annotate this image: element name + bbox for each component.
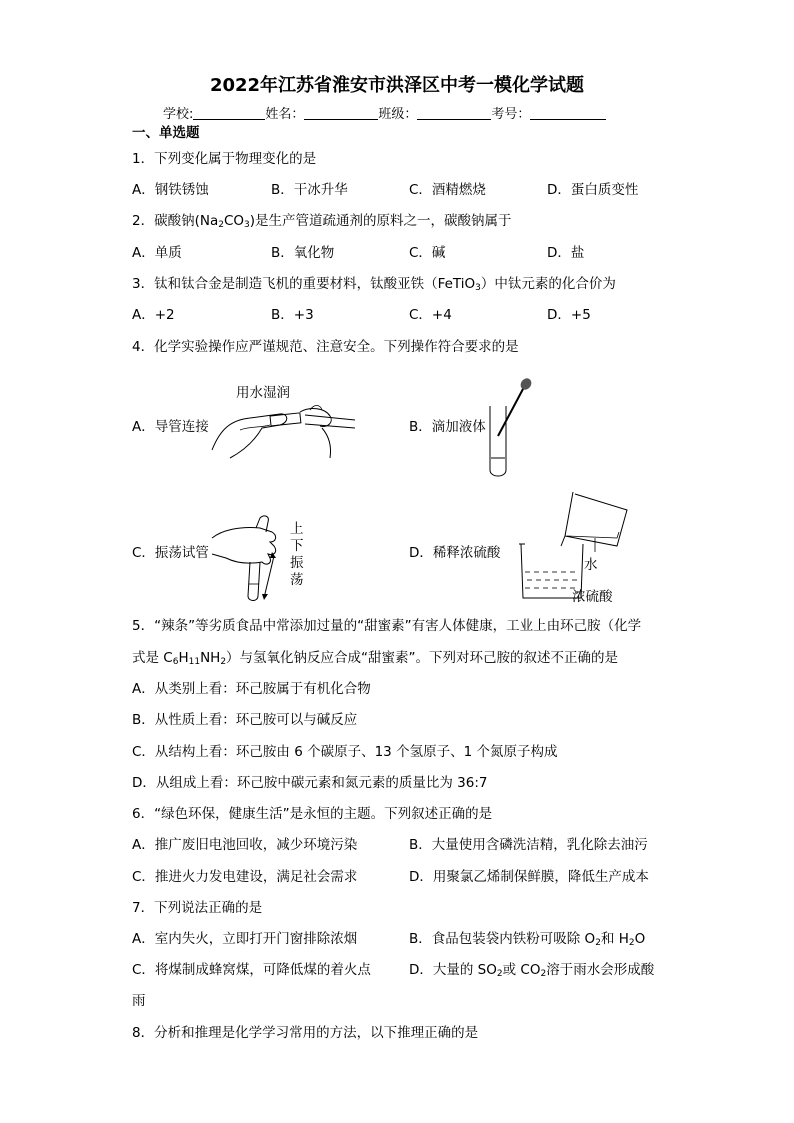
q7-sub: 2	[595, 938, 601, 948]
q5-stem-text: 式是 C	[132, 650, 173, 666]
q1-option-a: A．钢铁锈蚀	[132, 182, 209, 198]
q7-sub: 2	[540, 969, 547, 979]
name-label: 姓名：	[265, 107, 305, 122]
q7-d-text: 或 CO	[502, 962, 541, 978]
q2-stem-post: )是生产管道疏通剂的原料之一，碳酸钠属于	[249, 213, 512, 229]
q7-sub: 2	[496, 969, 503, 979]
q7-d-text: D．大量的 SO	[409, 962, 497, 978]
q2-stem	[132, 212, 512, 230]
q4-c-note	[290, 521, 306, 589]
exam-no-label: 考号：	[491, 107, 531, 122]
q1-option-d: D．蛋白质变性	[547, 182, 639, 198]
q4-c-note-char: 振	[290, 555, 304, 571]
q2-stem-mid: CO	[223, 213, 245, 229]
q4-c-note-char: 上	[290, 521, 304, 537]
q4-c-note-char: 下	[290, 538, 304, 554]
dropper-figure	[480, 376, 540, 480]
q5-stem-text: H	[178, 650, 189, 666]
q7-stem: 7．下列说法正确的是	[132, 900, 263, 916]
q7-b-text: B．食品包装袋内铁粉可吸除 O	[409, 931, 596, 947]
q5-stem-line1: 5．“辣条”等劣质食品中常添加过量的“甜蜜素”有害人体健康，工业上由环己胺（化学	[132, 618, 642, 634]
q2-option-a: A．单质	[132, 245, 182, 261]
q3-sub: 3	[475, 283, 481, 293]
q4-d-water-label: 水	[584, 557, 598, 573]
q4-option-c: C．振荡试管	[132, 545, 209, 561]
q7-option-d-continued: 雨	[132, 993, 146, 1009]
q5-option-d: D．从组成上看：环己胺中碳元素和氮元素的质量比为 36:7	[132, 775, 488, 791]
q5-option-b: B．从性质上看：环己胺可以与碱反应	[132, 712, 358, 728]
school-blank[interactable]	[193, 106, 265, 120]
q7-option-d	[409, 961, 654, 979]
q5-stem-line2	[132, 649, 618, 667]
q7-option-b	[409, 930, 645, 948]
q3-stem-pre: 3．钛和钛合金是制造飞机的重要材料，钛酸亚铁（FeTiO	[132, 276, 476, 292]
q2-option-c: C．碱	[409, 245, 446, 261]
q5-stem-text: ）与氢氧化钠反应合成“甜蜜素”。下列对环己胺的叙述不正确的是	[226, 650, 619, 666]
q7-option-c: C．将煤制成蜂窝煤，可降低煤的着火点	[132, 962, 371, 978]
q4-option-b: B．滴加液体	[409, 419, 486, 435]
q4-option-d: D．稀释浓硫酸	[409, 545, 501, 561]
q2-sub: 2	[218, 220, 224, 230]
q1-option-b: B．干冰升华	[271, 182, 348, 198]
q5-sub: 11	[188, 657, 201, 667]
q3-option-d: D．+5	[547, 307, 591, 323]
name-blank[interactable]	[304, 106, 378, 120]
q4-d-acid-label: 浓硫酸	[572, 589, 613, 605]
q4-option-a: A．导管连接	[132, 419, 209, 435]
q5-option-c: C．从结构上看：环己胺由 6 个碳原子、13 个氢原子、1 个氮原子构成	[132, 744, 558, 760]
q2-stem-pre: 2．碳酸钠(Na	[132, 213, 219, 229]
q6-option-c: C．推进火力发电建设，满足社会需求	[132, 869, 358, 885]
q4-a-note: 用水湿润	[236, 385, 290, 401]
q3-stem	[132, 275, 616, 293]
q5-option-a: A．从类别上看：环己胺属于有机化合物	[132, 681, 371, 697]
q5-stem-text: NH	[200, 650, 221, 666]
class-label: 班级：	[378, 107, 418, 122]
q2-option-b: B．氧化物	[271, 245, 335, 261]
q1-option-c: C．酒精燃烧	[409, 182, 486, 198]
q7-b-text: O	[634, 931, 646, 947]
q5-sub: 6	[172, 657, 179, 667]
q1-stem: 1．下列变化属于物理变化的是	[132, 151, 317, 167]
student-info-line	[163, 103, 606, 122]
section-heading: 一、单选题	[132, 125, 200, 141]
q6-option-b: B．大量使用含磷洗洁精，乳化除去油污	[409, 837, 648, 853]
q6-option-a: A．推广废旧电池回收，减少环境污染	[132, 837, 358, 853]
q4-c-note-char: 荡	[290, 572, 304, 588]
q7-option-a: A．室内失火，立即打开门窗排除浓烟	[132, 931, 358, 947]
q7-sub: 2	[628, 938, 635, 948]
tube-connection-figure	[210, 400, 360, 460]
q3-stem-post: ）中钛元素的化合价为	[480, 276, 616, 292]
school-label: 学校:	[163, 107, 194, 122]
q6-stem: 6．“绿色环保，健康生活”是永恒的主题。下列叙述正确的是	[132, 806, 493, 822]
q2-sub: 3	[244, 220, 250, 230]
exam-no-blank[interactable]	[530, 106, 606, 120]
q3-option-a: A．+2	[132, 307, 175, 323]
q3-option-b: B．+3	[271, 307, 314, 323]
q7-d-text: 溶于雨水会形成酸	[546, 962, 655, 978]
q7-b-text: 和 H	[600, 931, 629, 947]
q4-stem: 4．化学实验操作应严谨规范、注意安全。下列操作符合要求的是	[132, 339, 519, 355]
q5-sub: 2	[220, 657, 227, 667]
q2-option-d: D．盐	[547, 245, 585, 261]
exam-title: 2022年江苏省淮安市洪泽区中考一模化学试题	[209, 75, 585, 96]
class-blank[interactable]	[417, 106, 491, 120]
q8-stem: 8．分析和推理是化学学习常用的方法，以下推理正确的是	[132, 1025, 479, 1041]
q3-option-c: C．+4	[409, 307, 452, 323]
q6-option-d: D．用聚氯乙烯制保鲜膜，降低生产成本	[409, 869, 649, 885]
